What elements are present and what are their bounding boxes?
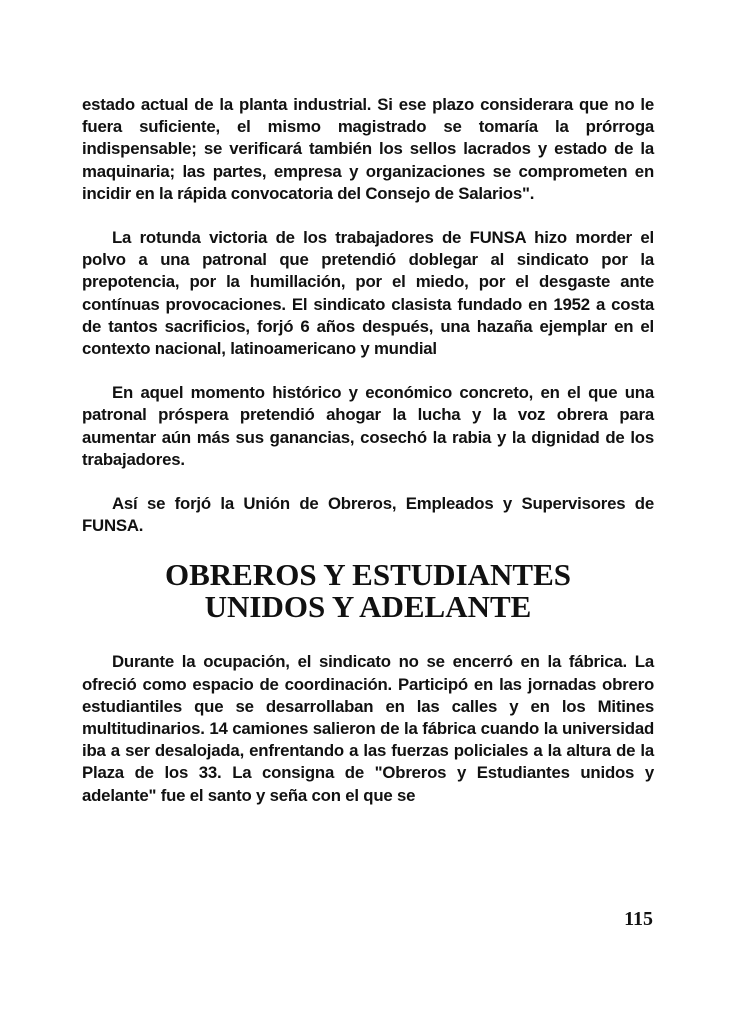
page-body <box>82 94 654 829</box>
paragraph-2: La rotunda victoria de los trabajadores de FUNSA hizo morder el polvo a una patronal que pretendió doblegar al sindicato por la prepotencia, por la humillación, por el miedo, por el desgaste ante contínuas provocaciones. El sindicato clasista fundado en 1952 a costa de tantos sacrificios, forjó 6 años después, una hazaña ejemplar en el contexto nacional, latinoamericano y mundial <box>82 228 654 359</box>
page-number: 115 <box>624 908 653 930</box>
section-paragraph: Durante la ocupación, el sindicato no se encerró en la fábrica. La ofreció como espacio de coordinación. Participó en las jornadas obrero estudiantiles que se desarrollaban en las calles y en los Mitines multitudinarios. 14 camiones salieron de la fábrica cuando la universidad iba a ser desalojada, enfrentando a las fuerzas policiales a la altura de la Plaza de los 33. La consigna de "Obreros y Estudiantes unidos y adelante" fue el santo y seña con el que se <box>82 652 654 805</box>
paragraph-3: En aquel momento histórico y económico concreto, en el que una patronal próspera pretendió ahogar la lucha y la voz obrera para aumentar aún más sus ganancias, cosechó la rabia y la dignidad de los trabajadores. <box>82 383 654 469</box>
section-heading-line-2: UNIDOS Y ADELANTE <box>204 589 532 625</box>
paragraph-4: Así se forjó la Unión de Obreros, Empleados y Supervisores de FUNSA. <box>82 494 654 536</box>
paragraph-1: estado actual de la planta industrial. Si ese plazo considerara que no le fuera suficiente, el mismo magistrado se tomaría la prórroga indispensable; se verificará también los sellos lacrados y estado de la maquinaria; las partes, empresa y organizaciones se comprometen en incidir en la rápida convocatoria del Consejo de Salarios". <box>82 95 654 203</box>
section-heading <box>82 559 654 623</box>
section-heading-line-1: OBREROS Y ESTUDIANTES <box>165 557 571 593</box>
